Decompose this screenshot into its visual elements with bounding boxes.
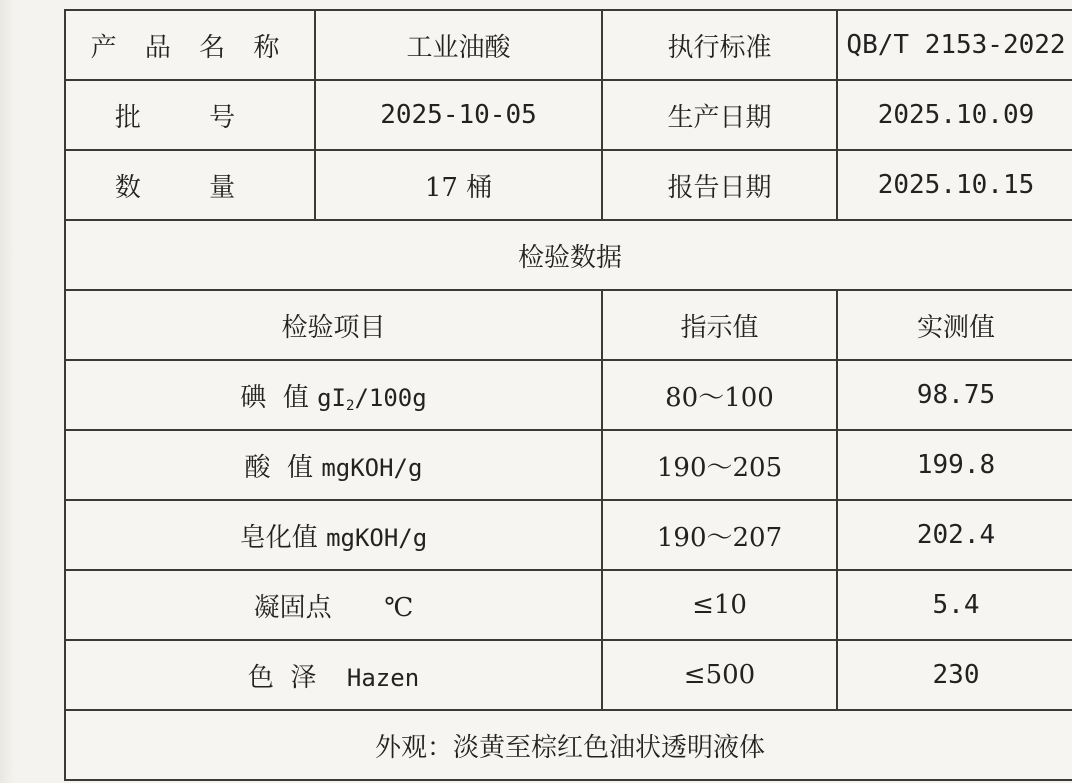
item-name: 碘 值: [240, 382, 309, 413]
appearance-row: [65, 710, 1072, 780]
product-name-value: 工业油酸: [315, 10, 602, 80]
measured-value: 199.8: [837, 430, 1072, 500]
batch-label: 批 号: [65, 80, 315, 150]
quantity-value: 17 桶: [315, 150, 602, 220]
batch-value: 2025-10-05: [315, 80, 602, 150]
production-date-value: 2025.10.09: [837, 80, 1072, 150]
item-unit: ℃: [384, 592, 414, 623]
item-name: 皂化值: [239, 522, 318, 553]
measured-value: 5.4: [837, 570, 1072, 640]
column-header-measured: 实测值: [837, 290, 1072, 360]
column-header-row: [65, 290, 1072, 360]
data-row-solidifying-point: [65, 570, 1072, 640]
report-date-value: 2025.10.15: [837, 150, 1072, 220]
appearance-text: 外观：淡黄至棕红色油状透明液体: [65, 710, 1072, 780]
spec-value: 190～207: [602, 500, 837, 570]
page-edge-shadow: [0, 0, 14, 783]
report-date-label: 报告日期: [602, 150, 837, 220]
item-unit: Hazen: [346, 663, 420, 692]
product-name-row: [65, 10, 1072, 80]
inspection-report-table: [64, 9, 1072, 781]
item-cell: [65, 430, 602, 500]
item-cell: [65, 360, 602, 430]
spec-value: 80～100: [602, 360, 837, 430]
measured-value: 98.75: [837, 360, 1072, 430]
item-unit: mgKOH/g: [326, 523, 428, 552]
column-header-item: 检验项目: [65, 290, 602, 360]
product-name-label: 产 品 名 称: [65, 10, 315, 80]
data-row-acid: [65, 430, 1072, 500]
item-name: 凝固点: [253, 592, 332, 623]
spec-value: ≤500: [602, 640, 837, 710]
item-cell: [65, 570, 602, 640]
data-row-saponification: [65, 500, 1072, 570]
item-unit: gI2/100g: [317, 383, 427, 414]
measured-value: 230: [837, 640, 1072, 710]
production-date-label: 生产日期: [602, 80, 837, 150]
data-row-color: [65, 640, 1072, 710]
data-row-iodine: [65, 360, 1072, 430]
quantity-label: 数 量: [65, 150, 315, 220]
section-title-row: [65, 220, 1072, 290]
standard-value: QB/T 2153-2022: [837, 10, 1072, 80]
standard-label: 执行标准: [602, 10, 837, 80]
measured-value: 202.4: [837, 500, 1072, 570]
item-name: 酸 值: [244, 452, 314, 483]
item-cell: [65, 640, 602, 710]
spec-value: 190～205: [602, 430, 837, 500]
spec-value: ≤10: [602, 570, 837, 640]
quantity-row: [65, 150, 1072, 220]
section-title: 检验数据: [65, 220, 1072, 290]
item-unit: mgKOH/g: [321, 453, 423, 482]
item-cell: [65, 500, 602, 570]
batch-row: [65, 80, 1072, 150]
item-name: 色 泽: [247, 662, 317, 693]
column-header-spec: 指示值: [602, 290, 837, 360]
